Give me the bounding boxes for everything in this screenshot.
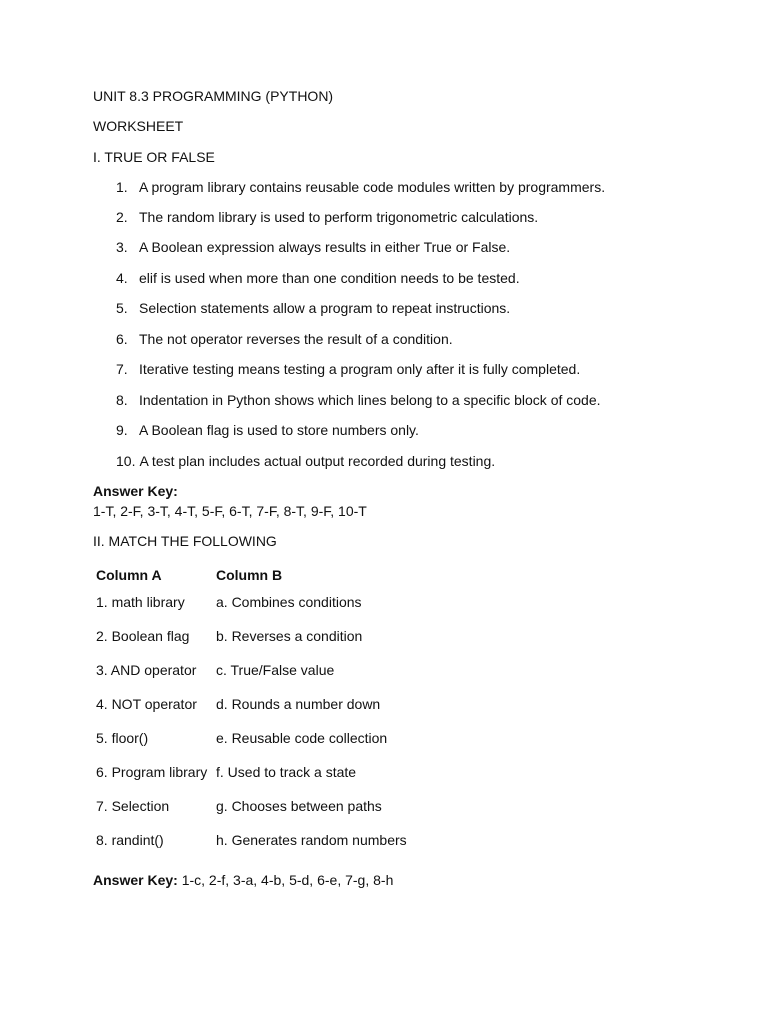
item-number: 5. [116,300,128,316]
table-row [93,755,407,789]
column-b-cell: b. Reverses a condition [216,628,363,644]
table-row [93,585,407,619]
section-1-title: I. TRUE OR FALSE [93,149,215,165]
column-a-cell: 7. Selection [96,798,170,814]
item-text: A test plan includes actual output recorded during testing. [139,453,496,469]
item-number: 6. [116,331,128,347]
column-b-cell: e. Reusable code collection [216,730,388,746]
item-text: The random library is used to perform trigonometric calculations. [139,209,539,225]
column-a-cell: 6. Program library [96,764,208,780]
column-b-header: Column B [216,567,283,583]
column-a-cell: 1. math library [96,594,185,610]
table-row [93,721,407,755]
table-row [93,823,407,857]
table-row [93,687,407,721]
true-false-item [116,390,601,410]
true-false-item [116,298,510,318]
section-2-title: II. MATCH THE FOLLOWING [93,533,277,549]
true-false-item [116,359,580,379]
table-header-row [93,565,407,585]
answer-key-label-1: Answer Key: [93,483,178,499]
item-number: 9. [116,422,128,438]
true-false-item [116,268,520,288]
column-b-cell: c. True/False value [216,662,335,678]
item-text: Selection statements allow a program to repeat instructions. [139,300,511,316]
true-false-item [116,207,538,227]
column-b-cell: d. Rounds a number down [216,696,381,712]
item-number: 1. [116,179,128,195]
column-a-cell: 3. AND operator [96,662,197,678]
table-row [93,619,407,653]
item-number: 7. [116,361,128,377]
answer-key-1: 1-T, 2-F, 3-T, 4-T, 5-F, 6-T, 7-F, 8-T, 9-F, 10-T [93,503,367,519]
table-row [93,789,407,823]
item-text: A Boolean flag is used to store numbers only. [139,422,419,438]
table-row [93,653,407,687]
item-text: A program library contains reusable code modules written by programmers. [139,179,606,195]
column-b-cell: h. Generates random numbers [216,832,407,848]
answer-key-2-text: 1-c, 2-f, 3-a, 4-b, 5-d, 6-e, 7-g, 8-h [181,872,394,888]
item-number: 3. [116,239,128,255]
column-a-header: Column A [96,567,162,583]
item-number: 10. [116,453,136,469]
column-a-cell: 8. randint() [96,832,164,848]
answer-key-2 [93,870,393,890]
column-b-cell: a. Combines conditions [216,594,362,610]
column-a-cell: 5. floor() [96,730,149,746]
column-b-cell: g. Chooses between paths [216,798,382,814]
item-text: elif is used when more than one condition needs to be tested. [139,270,520,286]
true-false-item [116,420,419,440]
worksheet-heading: WORKSHEET [93,118,184,134]
item-text: Indentation in Python shows which lines belong to a specific block of code. [139,392,601,408]
column-a-cell: 2. Boolean flag [96,628,190,644]
column-b-cell: f. Used to track a state [216,764,357,780]
item-text: The not operator reverses the result of a condition. [139,331,453,347]
true-false-item [116,451,495,471]
answer-key-label-2: Answer Key: [93,872,178,888]
item-text: Iterative testing means testing a program only after it is fully completed. [139,361,581,377]
item-number: 2. [116,209,128,225]
item-number: 8. [116,392,128,408]
true-false-item [116,329,453,349]
item-text: A Boolean expression always results in either True or False. [139,239,511,255]
match-table [93,565,407,857]
true-false-item [116,237,510,257]
item-number: 4. [116,270,128,286]
unit-title: UNIT 8.3 PROGRAMMING (PYTHON) [93,88,334,104]
true-false-item [116,177,605,197]
column-a-cell: 4. NOT operator [96,696,197,712]
